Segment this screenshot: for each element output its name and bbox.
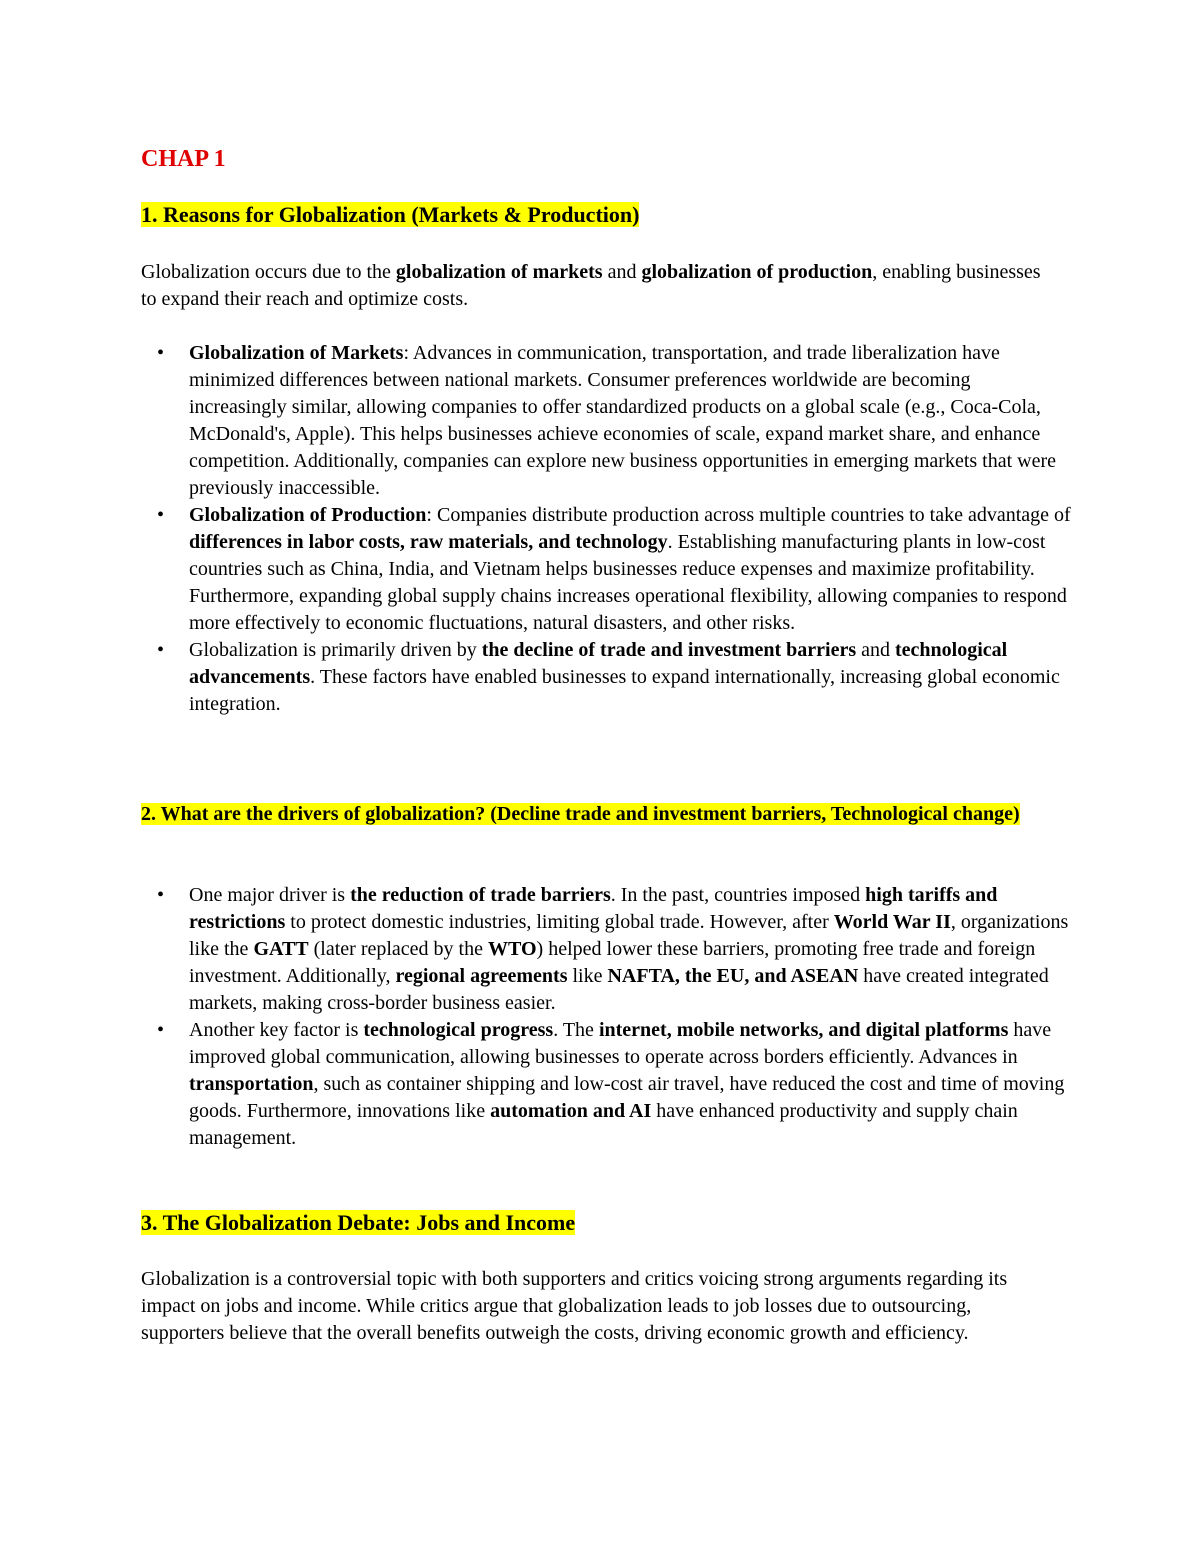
bullet-bold: the reduction of trade barriers <box>350 884 611 906</box>
bullet-bold: GATT <box>253 938 309 960</box>
bullet-text: have improved global communication, allowing businesses to operate across borders efficiently. Advances in <box>189 1019 1052 1068</box>
bullet-icon: • <box>157 504 165 526</box>
bullet-text: and <box>856 639 895 661</box>
bullet-icon: • <box>157 1019 165 1041</box>
section-2-heading <box>141 801 1061 828</box>
bullet-bold: WTO <box>488 938 537 960</box>
bullet-text: . Establishing manufacturing plants in low-cost countries such as China, India, and Vietnam helps businesses reduce expenses and maximize profitability. Furthermore, expanding global supply chains increases operational flexibility, allowing companies to respond more effectively to economic fluctuations, natural disasters, and other risks. <box>189 531 1067 634</box>
section-3-heading <box>141 1209 1061 1236</box>
bullet-bold: Globalization of Production <box>189 504 427 526</box>
chapter-title: CHAP 1 <box>141 146 226 172</box>
bullet-bold: Globalization of Markets <box>189 342 404 364</box>
bullet-bold: technological advancements <box>189 639 1008 688</box>
bullet-text: : Advances in communication, transportation, and trade liberalization have minimized differences between national markets. Consumer preferences worldwide are becoming increasingly similar, allowing companies to offer standardized products on a global scale (e.g., Coca-Cola, McDonald's, Apple). This helps businesses achieve economies of scale, expand market share, and enhance competition. Additionally, companies can explore new business opportunities in emerging markets that were previously inaccessible. <box>189 342 1057 499</box>
bullet-bold: differences in labor costs, raw materials, and technology <box>189 531 668 553</box>
bullet-bold: transportation <box>189 1073 314 1095</box>
bullet-text: One major driver is <box>189 884 351 906</box>
bullet-text: : Companies distribute production across multiple countries to take advantage of <box>426 504 1071 526</box>
bullet-text: . In the past, countries imposed <box>610 884 866 906</box>
section-2-bullet-list <box>141 882 1071 1152</box>
intro-bold: globalization of markets <box>395 261 603 283</box>
bullet-text: ) helped lower these barriers, promoting free trade and foreign investment. Additionally, <box>189 938 1036 987</box>
section-1-bullet-list <box>141 340 1071 718</box>
bullet-text: . The <box>553 1019 599 1041</box>
section-3-paragraph: Globalization is a controversial topic with both supporters and critics voicing strong arguments regarding its impact on jobs and income. While critics argue that globalization leads to job losses due to outsourcing, supporters believe that the overall benefits outweigh the costs, driving economic growth and efficiency. <box>141 1268 1008 1344</box>
list-item <box>141 637 1071 718</box>
bullet-text: Globalization is primarily driven by <box>189 639 482 661</box>
list-item <box>141 340 1071 502</box>
bullet-text: (later replaced by the <box>308 938 488 960</box>
list-item <box>141 502 1071 637</box>
bullet-bold: the decline of trade and investment barriers <box>481 639 857 661</box>
bullet-bold: high tariffs and restrictions <box>189 884 998 933</box>
bullet-icon: • <box>157 884 165 906</box>
section-1-heading <box>141 201 1061 228</box>
bullet-icon: • <box>157 342 165 364</box>
bullet-text: Another key factor is <box>189 1019 364 1041</box>
intro-text: and <box>602 261 642 283</box>
list-item <box>141 882 1071 1017</box>
intro-bold: globalization of production <box>641 261 873 283</box>
bullet-text: , such as container shipping and low-cost air travel, have reduced the cost and time of moving goods. Furthermore, innovations like <box>189 1073 1065 1122</box>
list-item <box>141 1017 1071 1152</box>
intro-text: Globalization occurs due to the <box>141 261 396 283</box>
bullet-bold: automation and AI <box>490 1100 652 1122</box>
bullet-text: have enhanced productivity and supply chain management. <box>189 1100 1018 1149</box>
intro-text: , enabling businesses to expand their reach and optimize costs. <box>141 261 1041 310</box>
bullet-bold: World War II <box>833 911 951 933</box>
bullet-bold: NAFTA, the EU, and ASEAN <box>607 965 859 987</box>
bullet-text: to protect domestic industries, limiting global trade. However, after <box>285 911 834 933</box>
bullet-bold: technological progress <box>363 1019 554 1041</box>
section-1-intro <box>141 259 1056 313</box>
section-2-heading-text: 2. What are the drivers of globalization? (Decline trade and investment barriers, Technological change) <box>141 803 1020 825</box>
bullet-text: like <box>567 965 608 987</box>
bullet-bold: internet, mobile networks, and digital platforms <box>598 1019 1009 1041</box>
bullet-text: . These factors have enabled businesses to expand internationally, increasing global economic integration. <box>189 666 1060 715</box>
bullet-text: have created integrated markets, making cross-border business easier. <box>189 965 1049 1014</box>
bullet-icon: • <box>157 639 165 661</box>
bullet-text: , organizations like the <box>189 911 1069 960</box>
section-3-heading-text: 3. The Globalization Debate: Jobs and Income <box>141 1210 576 1235</box>
bullet-bold: regional agreements <box>395 965 568 987</box>
section-1-heading-text: 1. Reasons for Globalization (Markets & Production) <box>141 202 640 227</box>
